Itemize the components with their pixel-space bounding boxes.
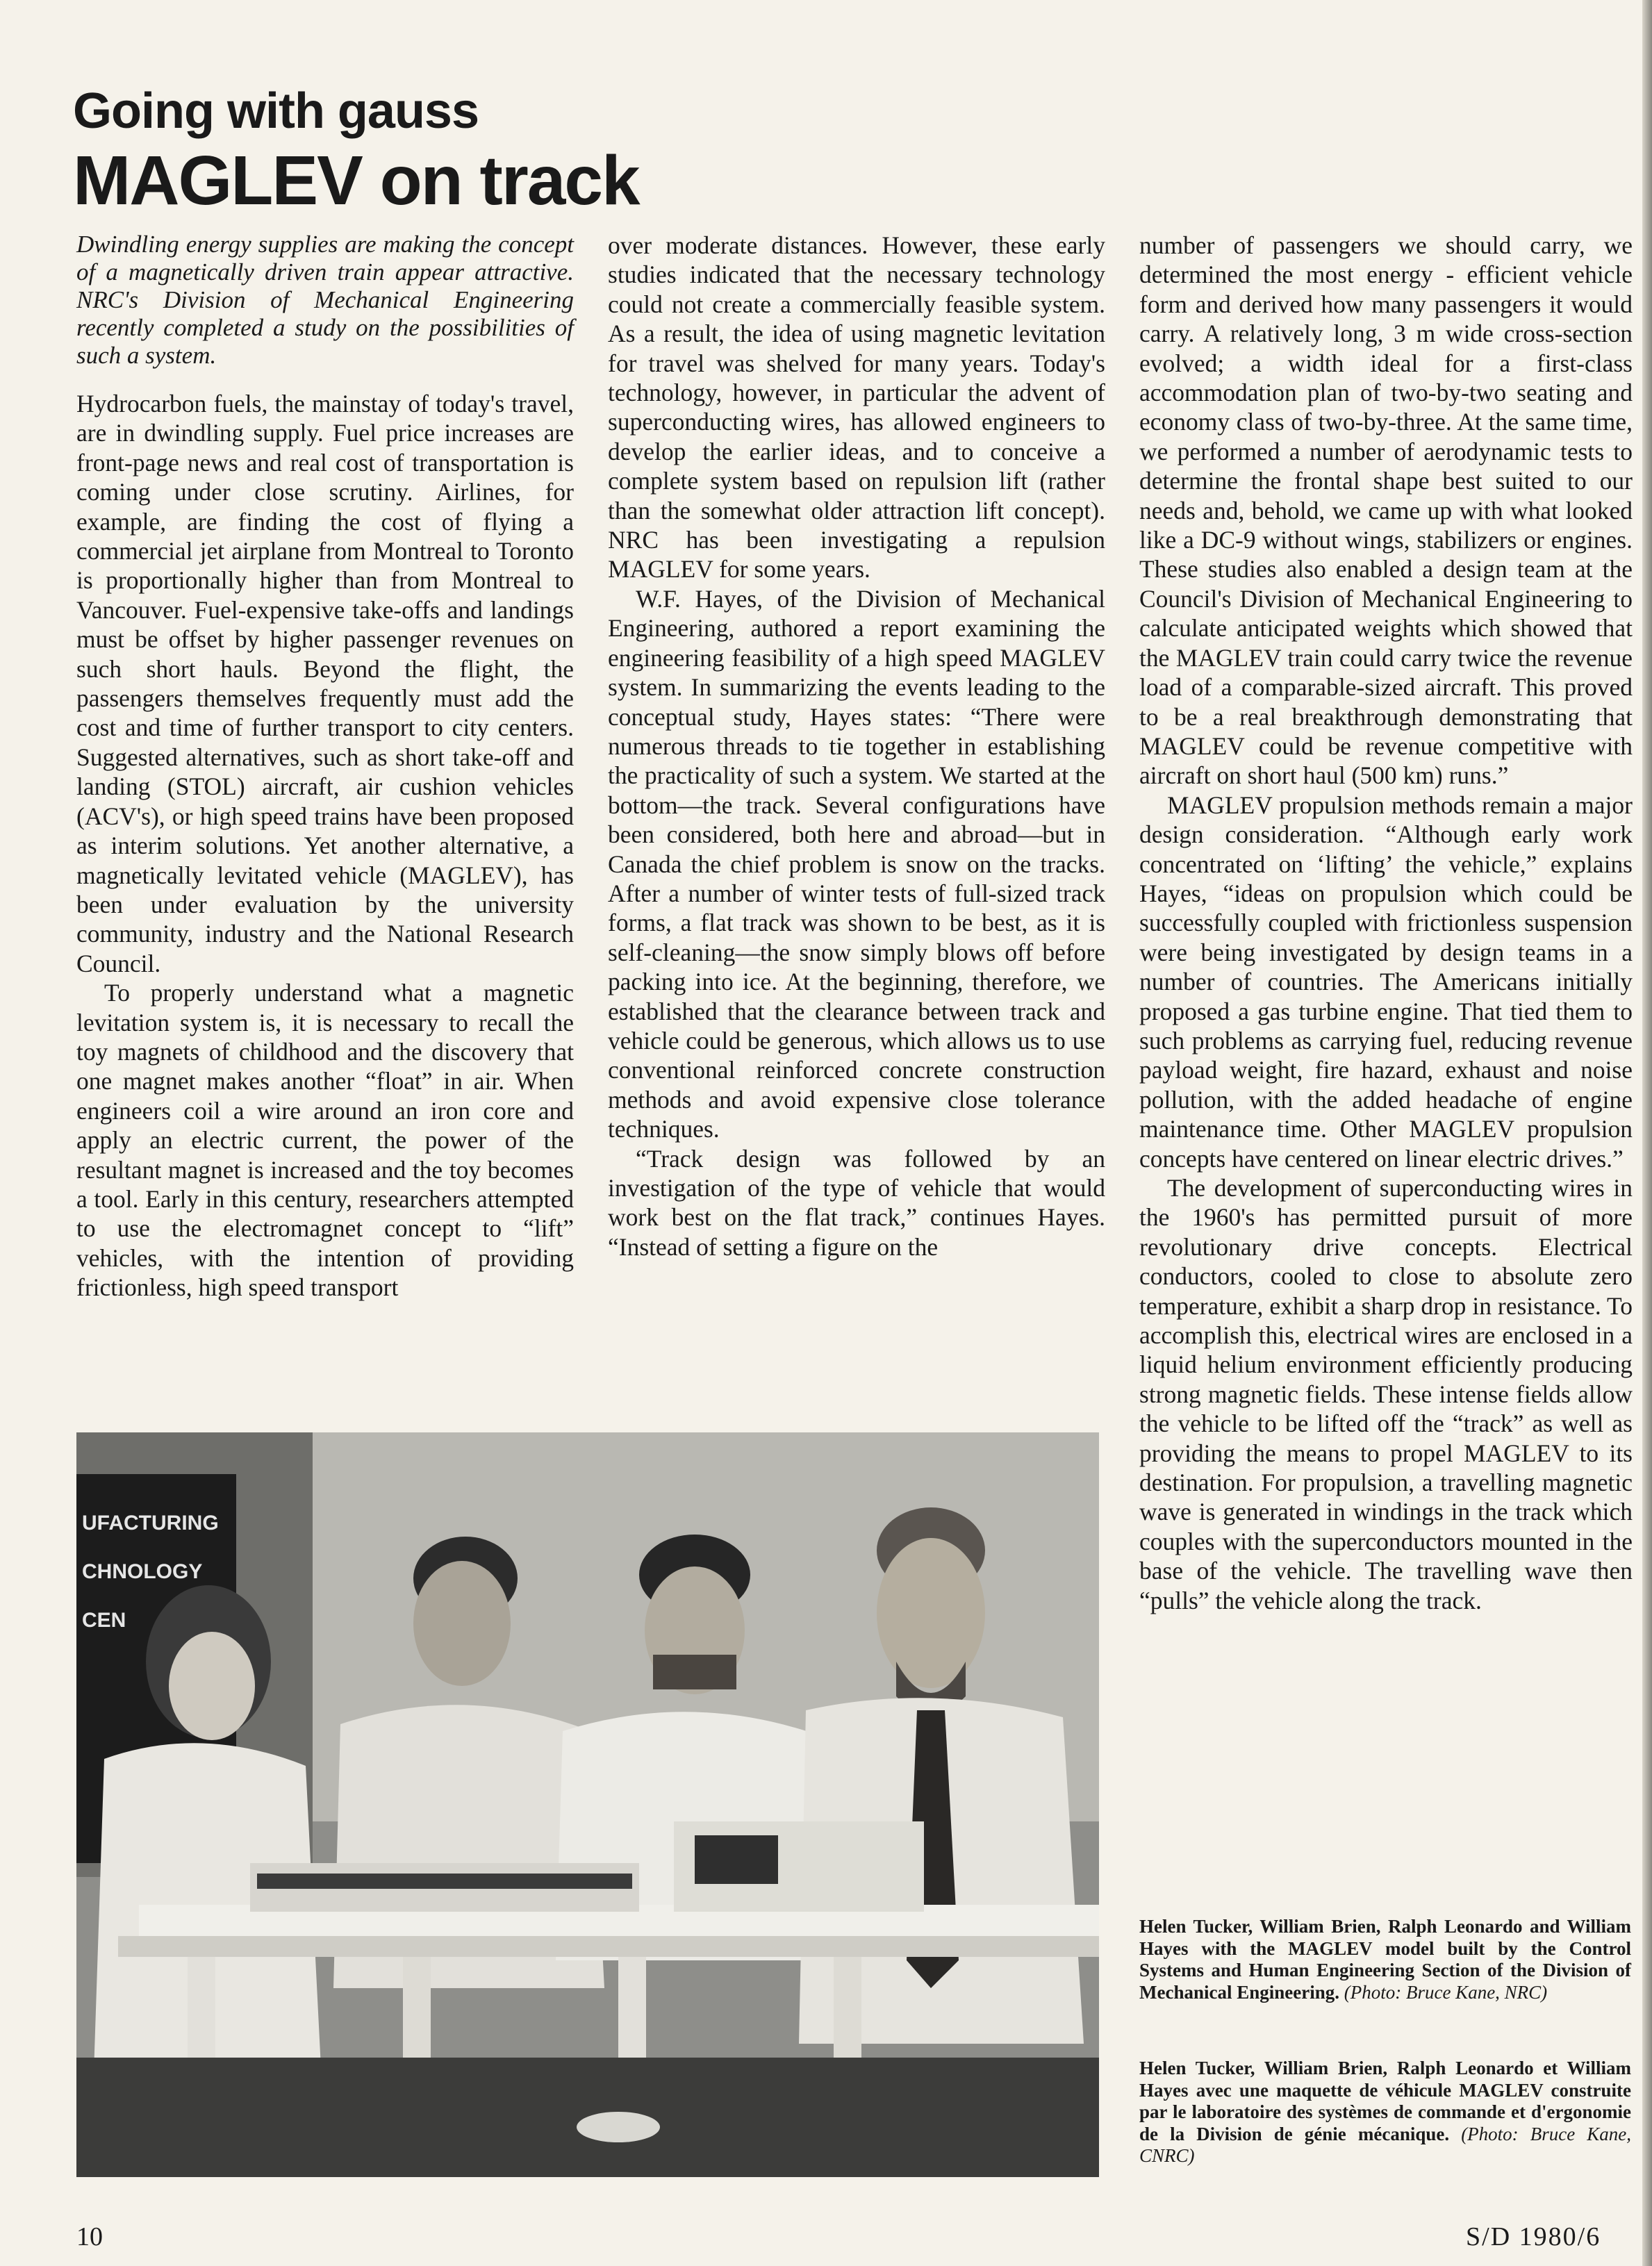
photo-caption-english [1139,1916,1631,2003]
article-deck: Dwindling energy supplies are making the concept of a magnetically driven train appear attractive. NRC's Division of Mechanical Engineering recently completed a study on the possibilities of such a system. [76,231,574,369]
page-number: 10 [76,2222,103,2251]
group-photo [76,1432,1099,2177]
paragraph: over moderate distances. However, these early studies indicated that the necessary technology could not create a commercially feasible system. As a result, the idea of using magnetic levitation for travel was shelved for many years. Today's technology, however, in particular the advent of superconducting wires, has allowed engineers to develop the earlier ideas, and to conceive a complete system based on repulsion lift (rather than the somewhat older attraction lift concept). NRC has been investigating a repulsion MAGLEV for some years. [608,231,1105,584]
wall-sign-line: CEN [82,1609,126,1632]
article-headline: MAGLEV on track [73,142,639,220]
text-column-2 [608,231,1105,1262]
wall-sign-line: UFACTURING [82,1512,219,1535]
wall-sign-line: CHNOLOGY [82,1560,203,1583]
paragraph: To properly understand what a magnetic levitation system is, it is necessary to recall the toy magnets of childhood and the discovery that one magnet makes another “float” in air. When engineers coil a wire around an iron core and apply an electric current, the power of the resultant magnet is increased and the toy becomes a tool. Early in this century, researchers attempted to use the electromagnet concept to “lift” vehicles, with the intention of providing frictionless, high speed transport [76,979,574,1302]
paragraph: MAGLEV propulsion methods remain a major design consideration. “Although early work concentrated on ‘lifting’ the vehicle,” explains Hayes, “ideas on propulsion which could be successfully coupled with frictionless suspension were being investigated by design teams in a number of countries. The Americans initially proposed a gas turbine engine. That tied them to such problems as carrying fuel, reducing revenue payload weight, fire hazard, exhaust and noise pollution, with the added headache of engine maintenance time. Other MAGLEV propulsion concepts have centered on linear electric drives.” [1139,791,1633,1173]
paragraph: “Track design was followed by an investigation of the type of vehicle that would work best on the flat track,” continues Hayes. “Instead of setting a figure on the [608,1144,1105,1261]
issue-label: S/D 1980/6 [1466,2222,1601,2251]
photo-caption-french [1139,2058,1631,2167]
caption-text: Helen Tucker, William Brien, Ralph Leonardo and William Hayes with the MAGLEV model built by the Control Systems and Human Engineering Section of the Division of Mechanical Engineering. [1139,1916,1631,2003]
paragraph: Hydrocarbon fuels, the mainstay of today's travel, are in dwindling supply. Fuel price increases are front-page news and real cost of transportation is coming under close scrutiny. Airlines, for example, are finding the cost of flying a commercial jet airplane from Montreal to Toronto is proportionally higher than from Montreal to Vancouver. Fuel-expensive take-offs and landings must be offset by higher passenger revenues on such short hauls. Beyond the flight, the passengers themselves frequently must add the cost and time of further transport to city centers. Suggested alternatives, such as short take-off and landing (STOL) aircraft, air cushion vehicles (ACV's), or high speed trains have been proposed as interim solutions. Yet another alternative, a magnetically levitated vehicle (MAGLEV), has been under evaluation by the university community, industry and the National Research Council. [76,390,574,977]
page-edge-shadow [1642,0,1652,2266]
text-column-1 [76,231,574,1302]
paragraph: number of passengers we should carry, we determined the most energy - efficient vehicle form and derived how many passengers it would carry. A relatively long, 3 m wide cross-section evolved; a width ideal for a first-class accommodation plan of two-by-two seating and economy class of two-by-three. At the same time, we performed a number of aerodynamic tests to determine the frontal shape best suited to our needs and, behold, we came up with what looked like a DC-9 without wings, stabilizers or engines. These studies also enabled a design team at the Council's Division of Mechanical Engineering to calculate anticipated weights which showed that the MAGLEV train could carry twice the revenue load of a comparable-sized aircraft. This proved to be a real breakthrough demonstrating that MAGLEV could be revenue competitive with aircraft on short haul (500 km) runs.” [1139,231,1633,790]
paragraph: W.F. Hayes, of the Division of Mechanical Engineering, authored a report examining the engineering feasibility of a high speed MAGLEV system. In summarizing the events leading to the conceptual study, Hayes states: “There were numerous threads to tie together in establishing the practicality of such a system. We started at the bottom—the track. Several configurations have been considered, both here and abroad—but in Canada the chief problem is snow on the tracks. After a number of winter tests of full-sized track forms, a flat track was shown to be best, as it is self-cleaning—the snow simply blows off before packing into ice. At the beginning, therefore, we established that the clearance between track and vehicle could be generous, which allows us to use conventional reinforced concrete construction methods and avoid expensive close tolerance techniques. [608,584,1105,1143]
article-kicker: Going with gauss [73,83,479,139]
caption-text: Helen Tucker, William Brien, Ralph Leonardo et William Hayes avec une maquette de véhicule MAGLEV construite par le laboratoire des systèmes de commande et d'ergonomie de la Division de génie mécanique. [1139,2058,1631,2144]
paragraph: The development of superconducting wires in the 1960's has permitted pursuit of more revolutionary drive concepts. Electrical conductors, cooled to close to absolute zero temperature, exhibit a sharp drop in resistance. To accomplish this, electrical wires are enclosed in a liquid helium environment efficiently producing strong magnetic fields. These intense fields allow the vehicle to be lifted off the “track” as well as providing the means to propel MAGLEV to its destination. For propulsion, a travelling magnetic wave is generated in windings in the track which couples with the superconductors mounted in the base of the vehicle. The travelling wave then “pulls” the vehicle along the track. [1139,1174,1633,1614]
photo-credit: (Photo: Bruce Kane, NRC) [1344,1981,1548,2003]
text-column-3 [1139,231,1633,1615]
photo-credit: (Photo: Bruce Kane, CNRC) [1139,2123,1632,2166]
photo-illustration [76,1432,1099,2177]
